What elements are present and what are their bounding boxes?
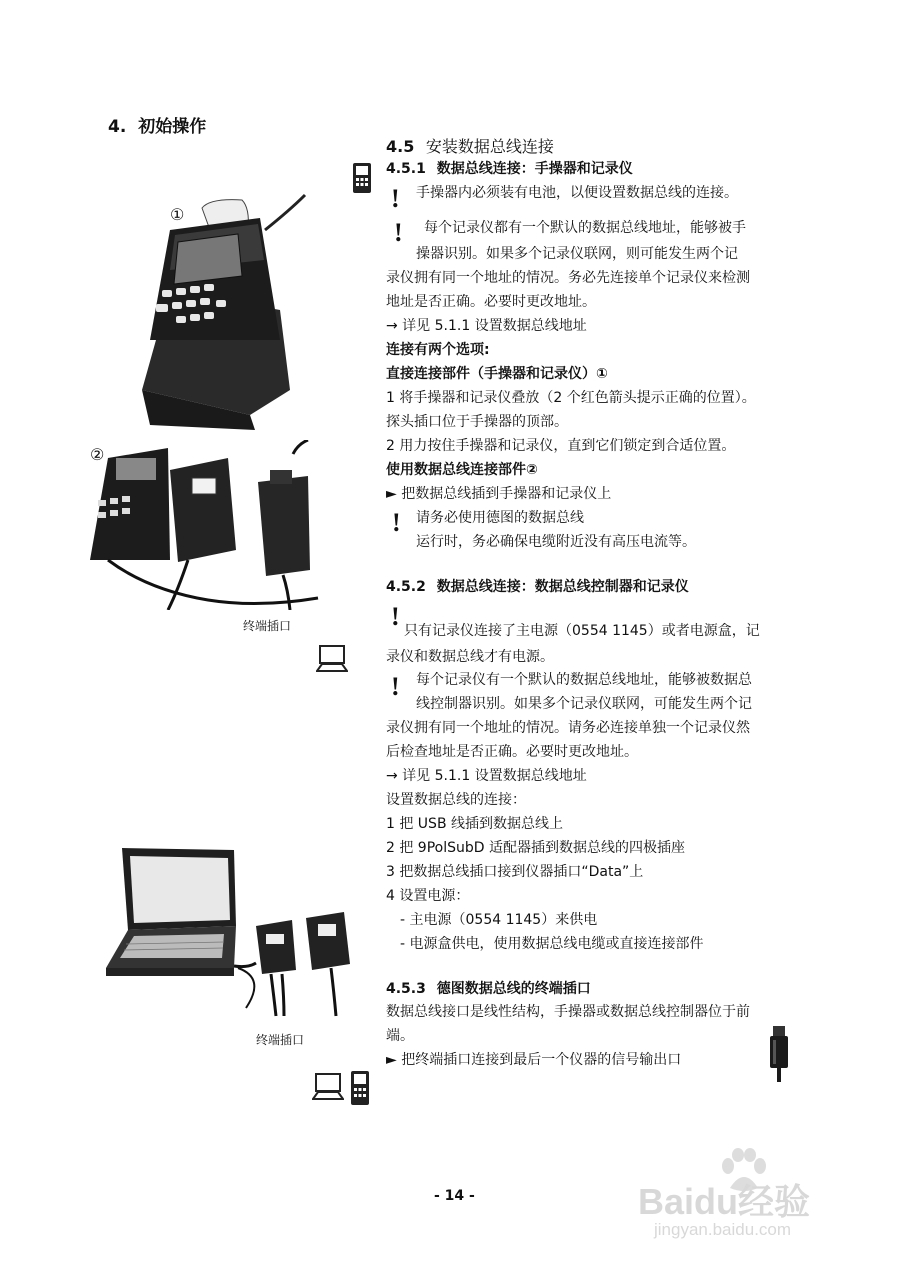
- note-text: 请务必使用德图的数据总线: [416, 510, 584, 526]
- warning-icon: !: [391, 672, 400, 701]
- chapter-title: 初始操作: [138, 117, 207, 137]
- body-text: 地址是否正确。必要时更改地址。: [386, 294, 596, 310]
- subsection-451-number: 4.5.1: [386, 161, 426, 177]
- figure-2-marker: ②: [90, 447, 105, 464]
- figure-caption: 终端插口: [243, 619, 292, 633]
- subsection-453-number: 4.5.3: [386, 981, 426, 997]
- note-text: 只有记录仪连接了主电源（0554 1145）或者电源盒，记: [404, 623, 760, 639]
- subsection-453-title: 德图数据总线的终端插口: [436, 981, 591, 997]
- subsection-452-number: 4.5.2: [386, 579, 426, 595]
- handheld-device-icon: [350, 1070, 370, 1106]
- step-text: 1 将手操器和记录仪叠放（2 个红色箭头提示正确的位置）。: [386, 390, 756, 406]
- note-text: 操器识别。如果多个记录仪联网，则可能发生两个记: [416, 246, 738, 262]
- body-text: 数据总线接口是线性结构，手操器或数据总线控制器位于前: [386, 1004, 750, 1020]
- note-text: 录仪和数据总线才有电源。: [386, 649, 554, 665]
- note-text: 运行时，务必确保电缆附近没有高压电流等。: [416, 534, 696, 550]
- subsection-451-heading: [386, 158, 633, 178]
- section-title: 安装数据总线连接: [425, 137, 554, 156]
- cross-reference: → 详见 5.1.1 设置数据总线地址: [386, 768, 587, 784]
- note-text: 手操器内必须装有电池，以便设置数据总线的连接。: [416, 185, 738, 201]
- step-text: 1 把 USB 线插到数据总线上: [386, 816, 563, 832]
- body-subheading: 直接连接部件（手操器和记录仪）①: [386, 366, 608, 382]
- step-text: 3 把数据总线插口接到仪器插口“Data”上: [386, 864, 644, 880]
- body-subheading: 使用数据总线连接部件②: [386, 462, 538, 478]
- figure-2-bus-photo: [88, 440, 320, 610]
- watermark-url: jingyan.baidu.com: [654, 1220, 792, 1239]
- body-text: 设置数据总线的连接：: [386, 792, 526, 808]
- note-text: 每个记录仪有一个默认的数据总线地址，能够被数据总: [416, 672, 752, 688]
- step-option: - 主电源（0554 1145）来供电: [400, 912, 598, 928]
- note-text: 每个记录仪都有一个默认的数据总线地址，能够被手: [424, 220, 746, 236]
- warning-icon: !: [391, 184, 400, 213]
- subsection-453-heading: [386, 978, 591, 998]
- termination-plug-icon: [768, 1026, 790, 1082]
- body-text: 后检查地址是否正确。必要时更改地址。: [386, 744, 638, 760]
- warning-icon: !: [394, 218, 403, 247]
- note-text: 线控制器识别。如果多个记录仪联网，可能发生两个记: [416, 696, 752, 712]
- watermark-brand: Baidu经验: [638, 1181, 811, 1222]
- chapter-heading: [108, 112, 206, 137]
- warning-icon: !: [391, 602, 400, 631]
- body-text: 录仪拥有同一个地址的情况。务必先连接单个记录仪来检测: [386, 270, 750, 286]
- instruction-text: ► 把数据总线插到手操器和记录仪上: [386, 486, 612, 502]
- body-text: 端。: [386, 1028, 414, 1044]
- figure-caption: 终端插口: [256, 1033, 305, 1047]
- page-number: - 14 -: [434, 1188, 475, 1204]
- subsection-451-title: 数据总线连接：手操器和记录仪: [436, 161, 633, 177]
- figure-1-device-photo: [130, 190, 330, 430]
- step-text: 2 用力按住手操器和记录仪，直到它们锁定到合适位置。: [386, 438, 736, 454]
- figure-3-laptop-photo: [106, 848, 356, 1018]
- body-text: 录仪拥有同一个地址的情况。请务必连接单独一个记录仪然: [386, 720, 750, 736]
- instruction-text: ► 把终端插口连接到最后一个仪器的信号输出口: [386, 1052, 682, 1068]
- handheld-device-icon: [352, 162, 372, 194]
- watermark: [638, 1148, 878, 1248]
- figure-1-marker: ①: [170, 207, 185, 224]
- laptop-icon: [316, 644, 348, 674]
- subsection-452-title: 数据总线连接：数据总线控制器和记录仪: [436, 579, 689, 595]
- body-text: 探头插口位于手操器的顶部。: [386, 414, 568, 430]
- step-option: - 电源盒供电，使用数据总线电缆或直接连接部件: [400, 936, 704, 952]
- section-heading: [386, 134, 554, 157]
- body-subheading: 连接有两个选项:: [386, 342, 490, 358]
- step-text: 4 设置电源：: [386, 888, 470, 904]
- subsection-452-heading: [386, 576, 689, 596]
- step-text: 2 把 9PolSubD 适配器插到数据总线的四极插座: [386, 840, 685, 856]
- section-number: 4.5: [386, 137, 415, 156]
- chapter-number: 4.: [108, 117, 127, 137]
- warning-icon: !: [392, 508, 401, 537]
- cross-reference: → 详见 5.1.1 设置数据总线地址: [386, 318, 587, 334]
- laptop-icon: [312, 1072, 344, 1102]
